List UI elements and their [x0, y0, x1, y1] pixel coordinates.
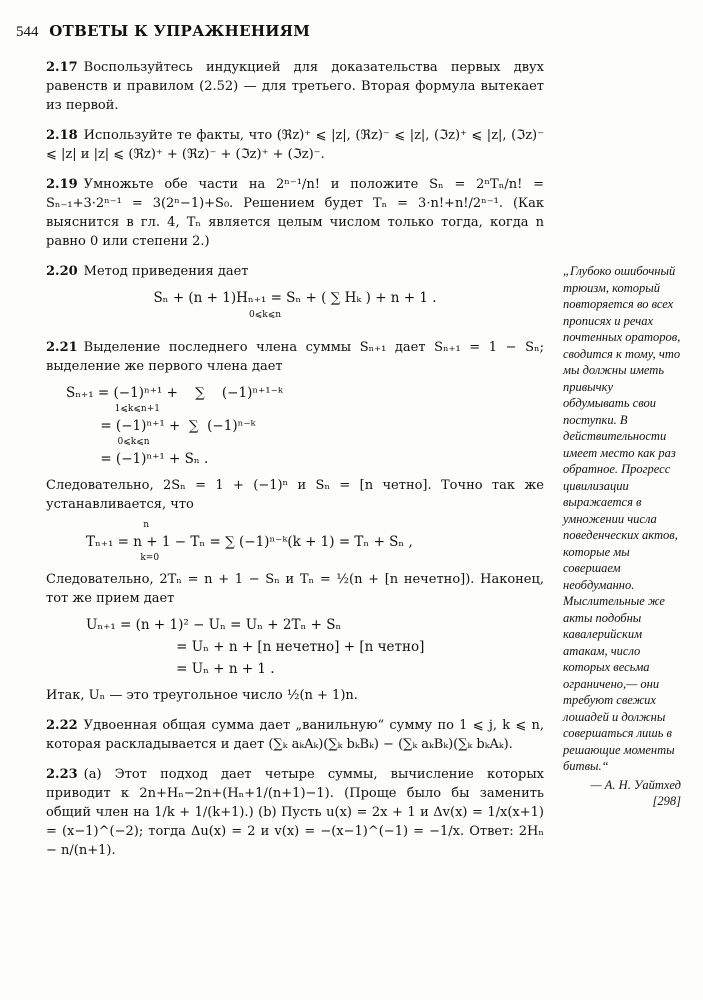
equation-line: = Uₙ + n + [n нечетно] + [n четно] — [86, 639, 425, 655]
equation-2-20 — [46, 287, 544, 321]
answer-text: Удвоенная общая сумма дает „ванильную“ сумму по 1 ⩽ j, k ⩽ n, которая раскладывается и дает (∑ₖ aₖAₖ)(∑ₖ bₖBₖ) − (∑ₖ aₖBₖ)(∑ₖ bₖAₖ). — [46, 718, 544, 752]
page-number: 544 — [16, 24, 39, 40]
answer-number: 2.22 — [46, 718, 78, 733]
margin-quote — [563, 263, 681, 810]
equation-line: n — [86, 520, 150, 530]
answer-number: 2.19 — [46, 177, 78, 192]
answer-number: 2.23 — [46, 767, 78, 782]
answer-number: 2.21 — [46, 340, 78, 355]
answer-text: Итак, Uₙ — это треугольное число ½(n + 1)n. — [46, 688, 358, 703]
equation-line: = (−1)ⁿ⁺¹ + Sₙ . — [66, 451, 209, 467]
answer-2-17 — [46, 58, 544, 115]
answer-2-21 — [46, 338, 544, 376]
answer-2-20 — [46, 262, 544, 281]
answer-text: (a) Этот подход дает четыре суммы, вычисление которых приводит к 2n+Hₙ−2n+(Hₙ+1/(n+1)−1). (Проще было бы заменить общий член на 1/k + 1/(k+1).) (b) Пусть u(x) = 2x + 1 и Δv(x) = 1/x(x+1) = (x−1)^(−2); тогда Δu(x) = 2 и v(x) = −(x−1)^(−1) = −1/x. Ответ: 2Hₙ − n/(n+1). — [46, 767, 544, 858]
equation-subscript: 0⩽k⩽n — [248, 310, 282, 320]
answer-text: Следовательно, 2Tₙ = n + 1 − Sₙ и Tₙ = ½(n + [n нечетно]). Наконец, тот же прием дает — [46, 572, 544, 606]
answer-text: Выделение последнего члена суммы Sₙ₊₁ дает Sₙ₊₁ = 1 − Sₙ; выделение же первого члена дает — [46, 340, 544, 374]
answer-number: 2.18 — [46, 128, 78, 143]
equation-block-t — [86, 520, 544, 564]
equation-line: Uₙ₊₁ = (n + 1)² − Uₙ = Uₙ + 2Tₙ + Sₙ — [86, 617, 342, 633]
answer-text: Метод приведения дает — [83, 264, 249, 279]
equation-block-s — [66, 382, 544, 470]
equation-line: Sₙ + (n + 1)Hₙ₊₁ = Sₙ + ( ∑ Hₖ ) + n + 1 . — [153, 290, 437, 306]
answer-text: Умножьте обе части на 2ⁿ⁻¹/n! и положите Sₙ = 2ⁿTₙ/n! = Sₙ₋₁+3·2ⁿ⁻¹ = 3(2ⁿ−1)+S₀. Решением будет Tₙ = 3·n!+n!/2ⁿ⁻¹. (Как выяснится в гл. 4, Tₙ является целым числом только тогда, когда n равно 0 или степени 2.) — [46, 177, 544, 249]
equation-line: 1⩽k⩽n+1 — [66, 404, 160, 414]
equation-line: = (−1)ⁿ⁺¹ + ∑ (−1)ⁿ⁻ᵏ — [66, 418, 256, 434]
answer-2-22 — [46, 716, 544, 754]
answer-2-18 — [46, 126, 544, 164]
answer-text: Используйте те факты, что (ℜz)⁺ ⩽ |z|, (ℜz)⁻ ⩽ |z|, (ℑz)⁺ ⩽ |z|, (ℑz)⁻ ⩽ |z| и |z| ⩽ (ℜz)⁺ + (ℜz)⁻ + (ℑz)⁺ + (ℑz)⁻. — [46, 128, 544, 162]
equation-line: 0⩽k⩽n — [66, 437, 150, 447]
running-title: ОТВЕТЫ К УПРАЖНЕНИЯМ — [49, 22, 311, 40]
quote-text: „Глубоко ошибочный трюизм, который повторяется во всех прописях и речах почтенных ораторов, сводится к тому, что мы должны иметь привычку обдумывать свои поступки. В действительности имеет место как раз обратное. Прогресс цивилизации выражается в умножении числа поведенческих актов, которые мы совершаем необдуманно. Мыслительные же акты подобны кавалерийским атакам, число которых весьма ограничено,— они требуют свежих лошадей и должны совершаться лишь в решающие моменты битвы.“ — [563, 264, 681, 773]
answer-text: Следовательно, 2Sₙ = 1 + (−1)ⁿ и Sₙ = [n четно]. Точно так же устанавливается, что — [46, 478, 544, 512]
equation-line: Sₙ₊₁ = (−1)ⁿ⁺¹ + ∑ (−1)ⁿ⁺¹⁻ᵏ — [66, 385, 283, 401]
equation-line: Tₙ₊₁ = n + 1 − Tₙ = ∑ (−1)ⁿ⁻ᵏ(k + 1) = Tₙ + Sₙ , — [86, 534, 413, 550]
answer-2-19 — [46, 175, 544, 251]
quote-reference: [298] — [652, 794, 681, 808]
answers-column — [46, 58, 544, 860]
quote-author: — А. Н. Уайтхед — [590, 777, 681, 792]
answer-text: Воспользуйтесь индукцией для доказательства первых двух равенств и правилом (2.52) — для третьего. Вторая формула вытекает из первой. — [46, 60, 544, 113]
equation-block-u — [86, 614, 544, 680]
page-header — [16, 22, 310, 41]
answer-number: 2.20 — [46, 264, 78, 279]
answer-number: 2.17 — [46, 60, 78, 75]
answer-2-23 — [46, 765, 544, 860]
equation-line: k=0 — [86, 553, 160, 563]
equation-line: = Uₙ + n + 1 . — [86, 661, 275, 677]
